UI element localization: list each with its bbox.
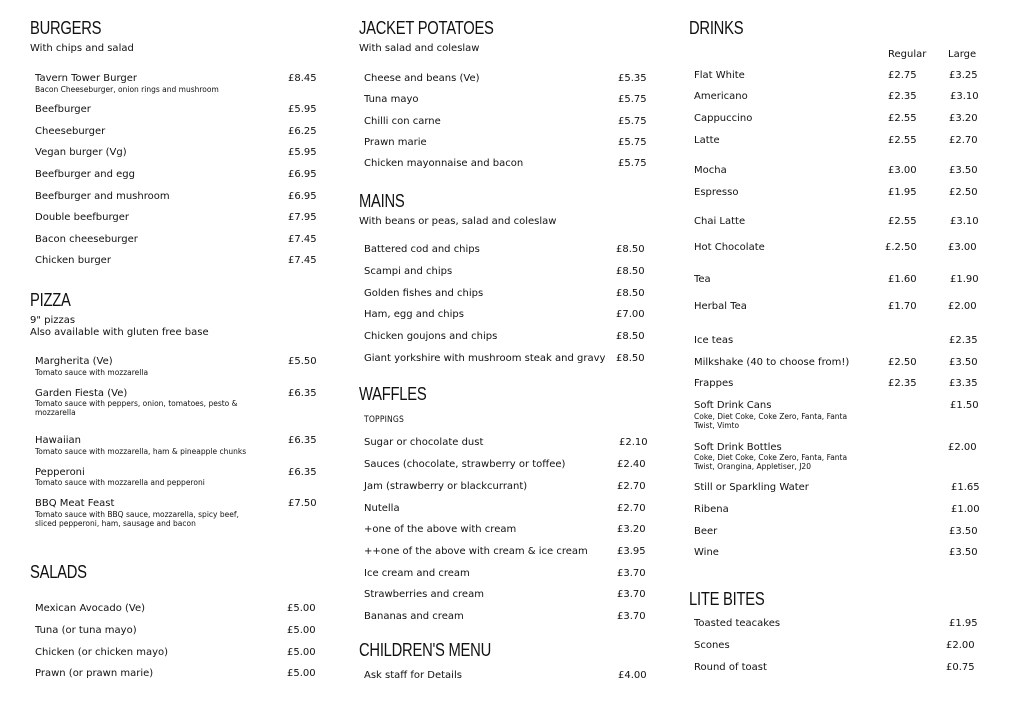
menu-item-name: Prawn (or prawn marie) (35, 668, 154, 679)
menu-item-price: £8.50 (616, 353, 645, 364)
menu-item-price: £7.45 (288, 255, 317, 266)
menu-item-name: Cheese and beans (Ve) (364, 73, 480, 84)
menu-item-name: Tuna mayo (364, 94, 419, 105)
large-column-header: Large (948, 49, 977, 60)
menu-item-price: £5.50 (288, 356, 317, 367)
pizza-subtitle: 9" pizzas (30, 315, 76, 326)
drink-name: Frappes (694, 378, 734, 389)
drink-price-large: £3.10 (950, 216, 979, 227)
jacket-subtitle: With salad and coleslaw (359, 43, 480, 54)
menu-item-name: Mexican Avocado (Ve) (35, 603, 146, 614)
drink-price-regular: £2.55 (888, 216, 917, 227)
drink-desc: Coke, Diet Coke, Coke Zero, Fanta, Fanta (694, 453, 848, 462)
drink-name: Soft Drink Cans (694, 400, 772, 411)
drink-price-regular: £.2.50 (885, 242, 917, 253)
toppings-label: TOPPINGS (364, 415, 405, 425)
menu-item-price: £5.75 (618, 116, 647, 127)
drink-price-regular: £2.50 (888, 357, 917, 368)
menu-item-price: £8.50 (616, 266, 645, 277)
drink-price-large: £1.65 (951, 482, 980, 493)
menu-item-name: Beefburger (35, 104, 91, 115)
menu-item-price: £7.45 (288, 234, 317, 245)
menu-item-price: £5.00 (287, 603, 316, 614)
menu-item-name: BBQ Meat Feast (35, 498, 115, 509)
drink-price-large: £2.00 (948, 442, 977, 453)
menu-item-name: Giant yorkshire with mushroom steak and gravy (364, 353, 606, 364)
menu-item-price: £8.50 (616, 331, 645, 342)
menu-item-name: ++one of the above with cream & ice cream (364, 546, 588, 557)
drink-desc: Coke, Diet Coke, Coke Zero, Fanta, Fanta (694, 412, 848, 421)
menu-item-price: £4.00 (618, 670, 647, 681)
drink-price-large: £3.10 (950, 91, 979, 102)
menu-item-price: £5.95 (288, 104, 317, 115)
menu-item-name: Scampi and chips (364, 266, 453, 277)
drink-price-regular: £2.35 (888, 91, 917, 102)
drink-name: Flat White (694, 70, 745, 81)
menu-item-desc: sliced pepperoni, ham, sausage and bacon (35, 519, 196, 528)
drink-name: Americano (694, 91, 748, 102)
drink-name: Chai Latte (694, 216, 746, 227)
menu-item-desc: Tomato sauce with BBQ sauce, mozzarella, spicy beef, (35, 510, 239, 519)
menu-item-name: Tuna (or tuna mayo) (35, 625, 137, 636)
menu-item-name: Pepperoni (35, 467, 85, 478)
drink-name: Cappuccino (694, 113, 753, 124)
menu-item-name: Beefburger and egg (35, 169, 135, 180)
menu-item-name: Cheeseburger (35, 126, 106, 137)
menu-item-desc: Bacon Cheeseburger, onion rings and mushroom (35, 85, 219, 94)
menu-item-price: £3.70 (617, 611, 646, 622)
menu-item-price: £7.95 (288, 212, 317, 223)
menu-item-name: Bananas and cream (364, 611, 464, 622)
drink-name: Soft Drink Bottles (694, 442, 782, 453)
menu-item-price: £5.00 (287, 668, 316, 679)
drink-name: Ribena (694, 504, 729, 515)
menu-item-price: £7.00 (616, 309, 645, 320)
menu-item-price: £5.00 (287, 647, 316, 658)
jacket-title: JACKET POTATOES (359, 18, 494, 38)
menu-item-name: +one of the above with cream (364, 524, 517, 535)
menu-item-price: £8.50 (616, 288, 645, 299)
drink-price-regular: £1.60 (888, 274, 917, 285)
menu-item-price: £6.35 (288, 435, 317, 446)
drink-price-large: £3.00 (948, 242, 977, 253)
menu-item-desc: Tomato sauce with peppers, onion, tomatoes, pesto & (35, 399, 238, 408)
drink-price-large: £1.00 (951, 504, 980, 515)
menu-item-name: Strawberries and cream (364, 589, 484, 600)
drink-price-regular: £2.35 (888, 378, 917, 389)
drink-name: Espresso (694, 187, 739, 198)
drink-name: Mocha (694, 165, 727, 176)
drink-price-large: £1.90 (950, 274, 979, 285)
drink-desc: Twist, Vimto (694, 421, 740, 430)
menu-item-name: Vegan burger (Vg) (35, 147, 127, 158)
drink-name: Milkshake (40 to choose from!) (694, 357, 850, 368)
menu-item-price: £6.95 (288, 169, 317, 180)
menu-item-name: Golden fishes and chips (364, 288, 484, 299)
drink-name: Hot Chocolate (694, 242, 765, 253)
menu-item-price: £6.25 (288, 126, 317, 137)
menu-item-desc: Tomato sauce with mozzarella (35, 368, 149, 377)
menu-item-name: Ham, egg and chips (364, 309, 464, 320)
menu-item-price: £2.70 (617, 503, 646, 514)
regular-column-header: Regular (888, 49, 927, 60)
menu-item-name: Chilli con carne (364, 116, 441, 127)
pizza-subtitle: Also available with gluten free base (30, 327, 209, 338)
drink-name: Still or Sparkling Water (694, 482, 809, 493)
drink-price-large: £3.50 (949, 526, 978, 537)
menu-item-price: £5.95 (288, 147, 317, 158)
drink-name: Tea (694, 274, 711, 285)
menu-item-name: Bacon cheeseburger (35, 234, 138, 245)
menu-item-desc: Tomato sauce with mozzarella, ham & pineapple chunks (35, 447, 247, 456)
menu-item-price: £1.95 (949, 618, 978, 629)
drink-price-regular: £2.75 (888, 70, 917, 81)
drink-price-large: £2.50 (949, 187, 978, 198)
menu-item-name: Scones (694, 640, 730, 651)
menu-item-price: £6.35 (288, 467, 317, 478)
menu-item-name: Toasted teacakes (694, 618, 781, 629)
waffles-title: WAFFLES (359, 384, 427, 404)
mains-subtitle: With beans or peas, salad and coleslaw (359, 216, 557, 227)
menu-item-name: Sauces (chocolate, strawberry or toffee) (364, 459, 566, 470)
menu-item-price: £2.70 (617, 481, 646, 492)
drink-price-large: £3.50 (949, 165, 978, 176)
menu-item-name: Ask staff for Details (364, 670, 462, 681)
drink-price-regular: £1.70 (888, 301, 917, 312)
menu-item-name: Jam (strawberry or blackcurrant) (364, 481, 528, 492)
menu-item-desc: mozzarella (35, 408, 76, 417)
drink-price-large: £3.25 (949, 70, 978, 81)
drink-price-regular: £3.00 (888, 165, 917, 176)
menu-item-name: Nutella (364, 503, 400, 514)
drink-desc: Twist, Orangina, Appletiser, J20 (694, 462, 811, 471)
menu-item-price: £6.35 (288, 388, 317, 399)
menu-item-name: Chicken goujons and chips (364, 331, 498, 342)
childrens-title: CHILDREN'S MENU (359, 640, 491, 660)
menu-item-name: Chicken (or chicken mayo) (35, 647, 169, 658)
menu-item-name: Garden Fiesta (Ve) (35, 388, 128, 399)
menu-item-price: £3.20 (617, 524, 646, 535)
menu-item-price: £3.70 (617, 589, 646, 600)
menu-item-price: £7.50 (288, 498, 317, 509)
menu-item-name: Chicken mayonnaise and bacon (364, 158, 524, 169)
drink-name: Herbal Tea (694, 301, 747, 312)
drink-name: Latte (694, 135, 720, 146)
drink-price-large: £3.50 (949, 547, 978, 558)
menu-item-price: £5.75 (618, 158, 647, 169)
menu-item-price: £2.00 (946, 640, 975, 651)
menu-item-name: Tavern Tower Burger (35, 73, 137, 84)
menu-item-desc: Tomato sauce with mozzarella and pepperoni (35, 478, 205, 487)
menu-item-name: Beefburger and mushroom (35, 191, 170, 202)
menu-item-name: Round of toast (694, 662, 767, 673)
menu-item-name: Hawaiian (35, 435, 81, 446)
menu-item-price: £6.95 (288, 191, 317, 202)
menu-item-price: £3.70 (617, 568, 646, 579)
drink-price-large: £2.35 (949, 335, 978, 346)
menu-item-name: Ice cream and cream (364, 568, 470, 579)
menu-item-name: Sugar or chocolate dust (364, 437, 484, 448)
drink-name: Wine (694, 547, 719, 558)
menu-item-price: £8.50 (616, 244, 645, 255)
burgers-title: BURGERS (30, 18, 102, 38)
drink-price-large: £3.35 (949, 378, 978, 389)
drink-name: Ice teas (694, 335, 734, 346)
drink-price-regular: £2.55 (888, 135, 917, 146)
menu-item-price: £8.45 (288, 73, 317, 84)
drink-price-large: £3.20 (949, 113, 978, 124)
drink-name: Beer (694, 526, 718, 537)
drink-price-large: £1.50 (950, 400, 979, 411)
drink-price-large: £2.00 (948, 301, 977, 312)
drink-price-regular: £2.55 (888, 113, 917, 124)
menu-item-price: £0.75 (946, 662, 975, 673)
menu-item-price: £5.75 (618, 94, 647, 105)
menu-item-name: Chicken burger (35, 255, 111, 266)
menu-item-name: Battered cod and chips (364, 244, 480, 255)
salads-title: SALADS (30, 562, 87, 582)
mains-title: MAINS (359, 191, 405, 211)
menu-item-price: £5.35 (618, 73, 647, 84)
menu-item-name: Margherita (Ve) (35, 356, 113, 367)
menu-item-price: £5.75 (618, 137, 647, 148)
menu-item-price: £3.95 (617, 546, 646, 557)
menu-item-price: £5.00 (287, 625, 316, 636)
drink-price-regular: £1.95 (888, 187, 917, 198)
drinks-title: DRINKS (689, 18, 744, 38)
burgers-subtitle: With chips and salad (30, 43, 134, 54)
menu-item-price: £2.10 (619, 437, 648, 448)
menu-item-price: £2.40 (617, 459, 646, 470)
drink-price-large: £2.70 (949, 135, 978, 146)
drink-price-large: £3.50 (949, 357, 978, 368)
menu-item-name: Double beefburger (35, 212, 130, 223)
lite-bites-title: LITE BITES (689, 589, 765, 609)
menu-item-name: Prawn marie (364, 137, 427, 148)
pizza-title: PIZZA (30, 290, 71, 310)
